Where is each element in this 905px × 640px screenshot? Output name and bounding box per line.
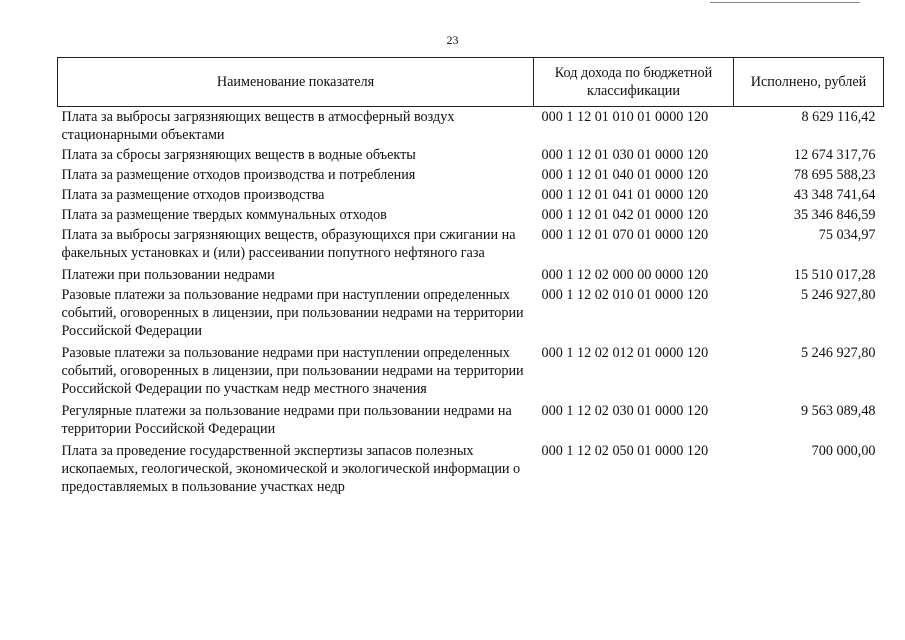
- row-amount: 75 034,97: [818, 227, 876, 243]
- row-name: Плата за размещение отходов производства и потребления: [61, 167, 416, 183]
- row-amount: 5 246 927,80: [801, 345, 876, 361]
- row-amount: 9 563 089,48: [801, 403, 876, 419]
- table-row: [58, 107, 884, 146]
- row-code: 000 1 12 01 041 01 0000 120: [541, 187, 709, 203]
- table-row: [58, 439, 884, 497]
- table-row: [58, 205, 884, 225]
- row-name: Плата за размещение твердых коммунальных отходов: [61, 207, 387, 223]
- row-amount: 43 348 741,64: [793, 187, 876, 203]
- row-code: 000 1 12 02 010 01 0000 120: [541, 287, 709, 303]
- table-row: [58, 263, 884, 285]
- row-name: Плата за проведение государственной экспертизы запасов полезных ископаемых, геологической, экономической и экологической информации о предоставляемых в пользование участках недр: [61, 443, 521, 495]
- page-number: 23: [446, 33, 459, 47]
- row-name: Плата за выбросы загрязняющих веществ в атмосферный воздух стационарными объектами: [61, 109, 455, 143]
- row-code: 000 1 12 01 030 01 0000 120: [541, 147, 709, 163]
- row-name: Разовые платежи за пользование недрами при наступлении определенных событий, оговоренных в лицензии, при пользовании недрами на территории Российской Федерации по участкам недр местного значения: [61, 345, 524, 397]
- table-row: [58, 185, 884, 205]
- row-amount: 700 000,00: [811, 443, 876, 459]
- row-code: 000 1 12 01 040 01 0000 120: [541, 167, 709, 183]
- row-amount: 12 674 317,76: [793, 147, 876, 163]
- row-name: Плата за размещение отходов производства: [61, 187, 325, 203]
- row-name: Плата за сбросы загрязняющих веществ в водные объекты: [61, 147, 416, 163]
- table-row: [58, 285, 884, 341]
- header-name: Наименование показателя: [58, 58, 534, 107]
- row-name: Регулярные платежи за пользование недрами при пользовании недрами на территории Российской Федерации: [61, 403, 512, 437]
- row-code: 000 1 12 02 012 01 0000 120: [541, 345, 709, 361]
- row-amount: 8 629 116,42: [801, 109, 876, 125]
- row-code: 000 1 12 01 042 01 0000 120: [541, 207, 709, 223]
- table-row: [58, 165, 884, 185]
- row-code: 000 1 12 02 030 01 0000 120: [541, 403, 709, 419]
- table-row: [58, 341, 884, 399]
- table-row: [58, 225, 884, 263]
- row-code: 000 1 12 02 000 00 0000 120: [541, 267, 709, 283]
- header-amount: Исполнено, рублей: [734, 58, 884, 107]
- table-body: [58, 107, 884, 498]
- row-code: 000 1 12 02 050 01 0000 120: [541, 443, 709, 459]
- table-row: [58, 399, 884, 439]
- header-code: Код дохода по бюджетной классификации: [534, 58, 734, 107]
- row-code: 000 1 12 01 010 01 0000 120: [541, 109, 709, 125]
- revenue-table: [57, 57, 884, 497]
- table-header: [58, 58, 884, 107]
- row-amount: 78 695 588,23: [793, 167, 876, 183]
- top-scan-line: [710, 2, 860, 3]
- row-name: Платежи при пользовании недрами: [61, 267, 275, 283]
- row-amount: 5 246 927,80: [801, 287, 876, 303]
- row-amount: 15 510 017,28: [793, 267, 876, 283]
- row-name: Разовые платежи за пользование недрами при наступлении определенных событий, оговоренных в лицензии, при пользовании недрами на территории Российской Федерации: [61, 287, 524, 339]
- row-amount: 35 346 846,59: [793, 207, 876, 223]
- row-code: 000 1 12 01 070 01 0000 120: [541, 227, 709, 243]
- row-name: Плата за выбросы загрязняющих веществ, образующихся при сжигании на факельных установках и (или) рассеивании попутного нефтяного газа: [61, 227, 516, 261]
- table-row: [58, 145, 884, 165]
